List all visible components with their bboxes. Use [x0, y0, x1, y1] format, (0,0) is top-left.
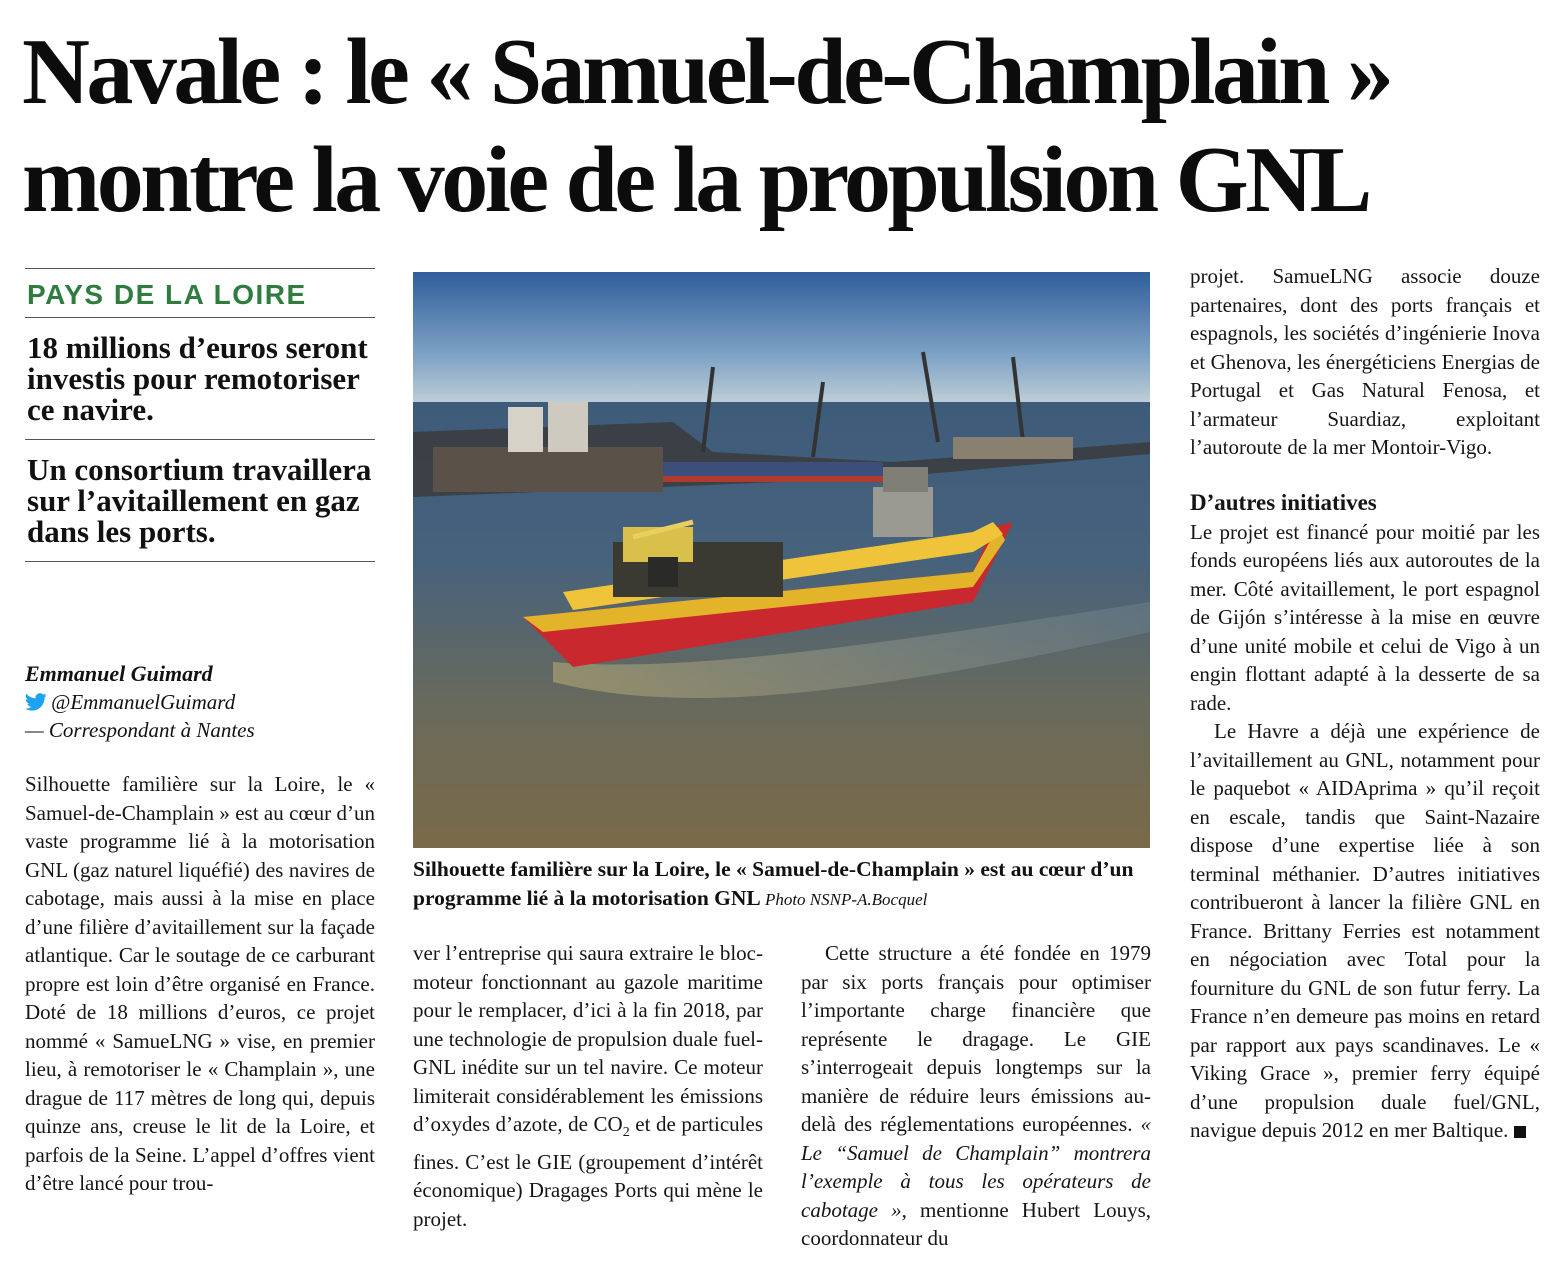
paragraph-part: Le Havre a déjà une expérience de l’avitaillement au GNL, notamment pour le paquebot « AIDAprima » qu’il reçoit en escale, tandis que Saint-Nazaire dispose d’une expertise liée à son terminal méthanier. D’autres initiatives contribueront à lancer la filière GNL en France. Brittany Ferries est notamment en négociation avec Total pour la fourniture du GNL de son futur ferry. La France n’en demeure pas moins en retard par rapport aux pays scandinaves. Le « Viking Grace », premier ferry équipé d’une propulsion duale fuel/GNL, navigue depuis 2012 en mer Baltique. [1190, 719, 1540, 1142]
dredger-ship-illustration [413, 272, 1150, 848]
headline-line-1: Navale : le « Samuel-de-Champlain » [22, 20, 1391, 124]
byline [25, 660, 375, 744]
paragraph-part: et de particules fines. C’est le GIE (groupement d’intérêt économique) Dragages Ports qui mène le projet. [413, 1112, 763, 1231]
deck-summary-1: 18 millions d’euros seront investis pour remotoriser ce navire. [27, 330, 368, 427]
twitter-handle-row[interactable] [25, 688, 375, 716]
article-column-3 [801, 939, 1151, 1253]
paragraph [801, 939, 1151, 1253]
co2-subscript: 2 [622, 1125, 630, 1141]
sidebar [25, 268, 375, 562]
region-label: PAYS DE LA LOIRE [27, 279, 307, 310]
photo-caption [413, 855, 1153, 914]
paragraph [413, 939, 763, 1233]
photo-credit: Photo NSNP-A.Bocquel [764, 890, 928, 909]
article-column-4 [1190, 262, 1540, 1145]
headline [22, 18, 1552, 234]
author-role: — Correspondant à Nantes [25, 718, 255, 742]
quote: « Le “Samuel de Champlain” montrera l’exemple à tous les opérateurs de cabotage » [801, 1112, 1151, 1222]
twitter-handle: @EmmanuelGuimard [51, 690, 236, 714]
paragraph-part: , mentionne Hubert Louys, coordonnateur du [801, 1197, 1151, 1250]
paragraph-part: Cette structure a été fondée en 1979 par six ports français pour optimiser l’importante charge financière que représente le dragage. Le GIE s’interrogeait depuis longtemps sur la manière de réduire leurs émissions au-delà des réglementations européennes. [801, 941, 1151, 1136]
section-subhead: D’autres initiatives [1190, 489, 1377, 515]
divider [25, 561, 375, 562]
article-column-2 [413, 939, 763, 1233]
end-of-article-mark [1514, 1126, 1526, 1138]
author-name: Emmanuel Guimard [25, 661, 213, 686]
paragraph-part: ver l’entreprise qui saura extraire le bloc-moteur fonctionnant au gazole maritime pour le remplacer, d’ici à la fin 2018, par une technologie de propulsion duale fuel-GNL inédite sur un tel navire. Ce moteur limiterait considérablement les émissions d’oxydes d’azote, de CO [413, 941, 763, 1136]
article-column-1 [25, 770, 375, 1198]
deck-summary-2: Un consortium travaillera sur l’avitaillement en gaz dans les ports. [27, 452, 372, 549]
headline-line-2: montre la voie de la propulsion GNL [22, 128, 1369, 232]
paragraph: projet. SamueLNG associe douze partenaires, dont des ports français et espagnols, les sociétés d’ingénierie Inova et Ghenova, les énergéticiens Energias de Portugal et Gas Natural Fenosa, et l’armateur Suardiaz, exploitant l’autoroute de la mer Montoir-Vigo. [1190, 264, 1540, 459]
paragraph: Silhouette familière sur la Loire, le « Samuel-de-Champlain » est au cœur d’un vaste programme lié à la motorisation GNL (gaz naturel liquéfié) des navires de cabotage, mais aussi à la mise en place d’une filière d’avitaillement sur la façade atlantique. Car le soutage de ce carburant propre est loin d’être organisé en France. Doté de 18 millions d’euros, ce projet nommé « SamueLNG » vise, en premier lieu, à remotoriser le « Champlain », une drague de 117 mètres de long qui, depuis quinze ans, creuse le lit de la Loire, et parfois de la Seine. L’appel d’offres vient d’être lancé pour trou- [25, 772, 375, 1195]
caption-text: Silhouette familière sur la Loire, le « Samuel-de-Champlain » est au cœur d’un programme lié à la motorisation GNL [413, 857, 1134, 910]
paragraph: Le projet est financé pour moitié par les fonds européens liés aux autoroutes de la mer. Côté avitaillement, le port espagnol de Gijón s’intéresse à la mise en œuvre d’une unité mobile et celui de Vigo à un engin flottant adapté à la desserte de sa rade. [1190, 519, 1540, 715]
twitter-bird-icon [25, 693, 47, 711]
paragraph [1190, 717, 1540, 1145]
ship-photo [413, 272, 1150, 848]
